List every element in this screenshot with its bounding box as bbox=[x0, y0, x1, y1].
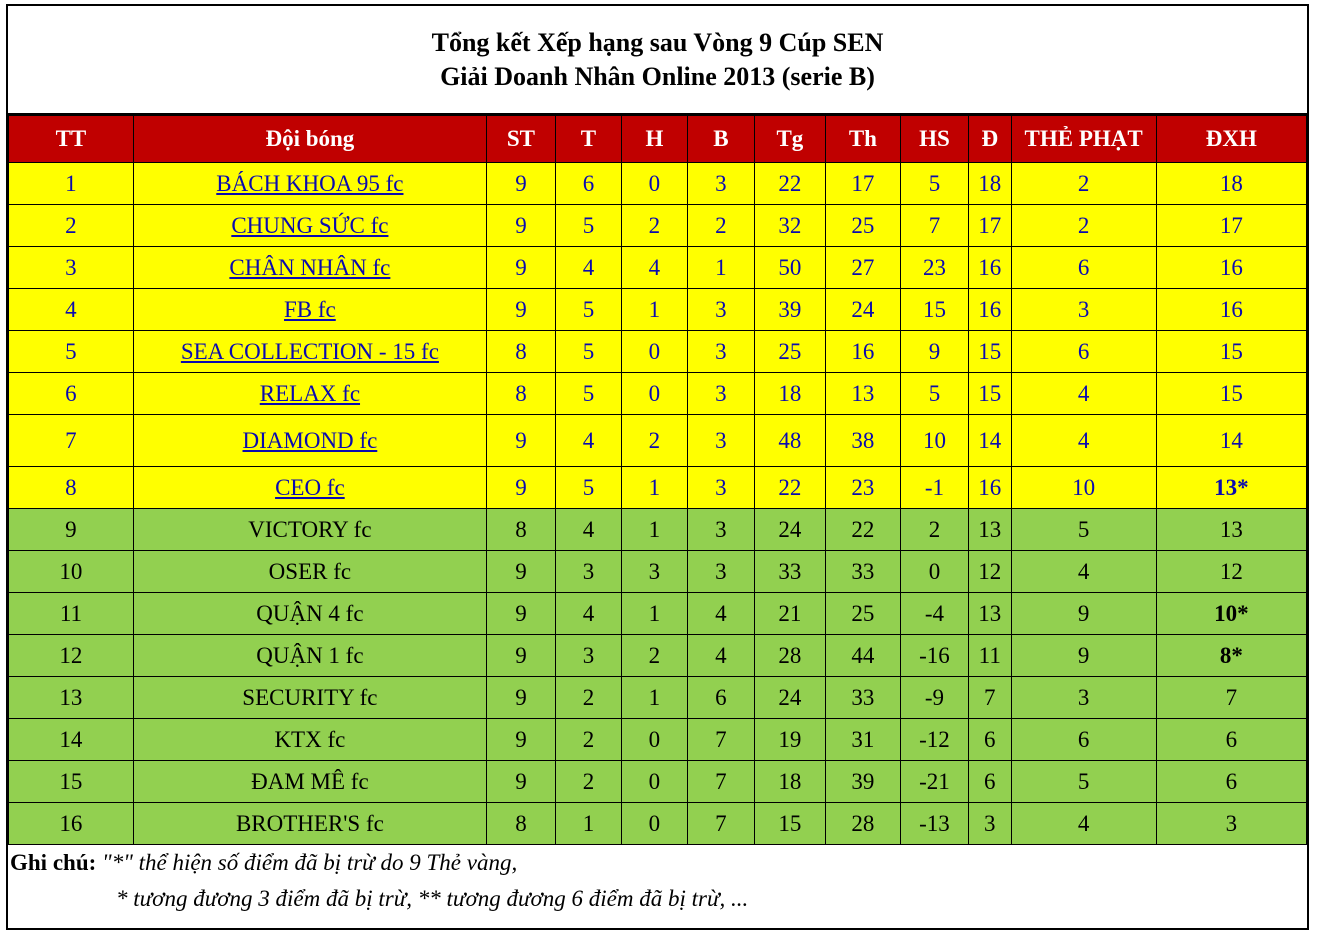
cell-tt: 8 bbox=[9, 467, 134, 509]
cell-team: SEA COLLECTION - 15 fc bbox=[133, 331, 486, 373]
cell-team: RELAX fc bbox=[133, 373, 486, 415]
cell-team: CHUNG SỨC fc bbox=[133, 205, 486, 247]
cell-th: 39 bbox=[825, 761, 900, 803]
cell-team: SECURITY fc bbox=[133, 677, 486, 719]
cell-team: VICTORY fc bbox=[133, 509, 486, 551]
standings-sheet bbox=[6, 4, 1309, 930]
table-row bbox=[9, 373, 1307, 415]
cell-hs: 2 bbox=[900, 509, 968, 551]
cell-hs: 10 bbox=[900, 415, 968, 467]
cell-th: 24 bbox=[825, 289, 900, 331]
note-text-2: * tương đương 3 điểm đã bị trừ, ** tương đương 6 điểm đã bị trừ, ... bbox=[116, 886, 749, 911]
cell-dxh: 13* bbox=[1156, 467, 1306, 509]
cell-tg: 24 bbox=[754, 677, 825, 719]
cell-hs: 9 bbox=[900, 331, 968, 373]
title-block bbox=[8, 6, 1307, 115]
cell-t: 6 bbox=[555, 163, 621, 205]
cell-hs: 0 bbox=[900, 551, 968, 593]
cell-t: 5 bbox=[555, 331, 621, 373]
cell-the-phat: 6 bbox=[1011, 247, 1156, 289]
cell-b: 4 bbox=[687, 593, 754, 635]
cell-dxh: 17 bbox=[1156, 205, 1306, 247]
cell-b: 6 bbox=[687, 677, 754, 719]
cell-team: BÁCH KHOA 95 fc bbox=[133, 163, 486, 205]
col-the-phat: THẺ PHẠT bbox=[1011, 116, 1156, 163]
cell-st: 9 bbox=[486, 761, 555, 803]
cell-tg: 32 bbox=[754, 205, 825, 247]
cell-th: 33 bbox=[825, 677, 900, 719]
cell-st: 9 bbox=[486, 415, 555, 467]
cell-team: QUẬN 4 fc bbox=[133, 593, 486, 635]
cell-b: 3 bbox=[687, 467, 754, 509]
cell-tt: 10 bbox=[9, 551, 134, 593]
cell-the-phat: 5 bbox=[1011, 761, 1156, 803]
cell-h: 4 bbox=[621, 247, 687, 289]
cell-hs: -16 bbox=[900, 635, 968, 677]
cell-d: 16 bbox=[968, 247, 1011, 289]
cell-d: 16 bbox=[968, 467, 1011, 509]
cell-the-phat: 9 bbox=[1011, 635, 1156, 677]
standings-body bbox=[9, 163, 1307, 845]
cell-dxh: 12 bbox=[1156, 551, 1306, 593]
cell-h: 2 bbox=[621, 415, 687, 467]
cell-th: 31 bbox=[825, 719, 900, 761]
cell-b: 3 bbox=[687, 163, 754, 205]
cell-dxh: 8* bbox=[1156, 635, 1306, 677]
cell-st: 9 bbox=[486, 593, 555, 635]
cell-h: 1 bbox=[621, 677, 687, 719]
cell-t: 4 bbox=[555, 247, 621, 289]
cell-the-phat: 4 bbox=[1011, 373, 1156, 415]
cell-tt: 2 bbox=[9, 205, 134, 247]
cell-th: 28 bbox=[825, 803, 900, 845]
cell-st: 9 bbox=[486, 677, 555, 719]
cell-tt: 7 bbox=[9, 415, 134, 467]
cell-tt: 6 bbox=[9, 373, 134, 415]
col-tt: TT bbox=[9, 116, 134, 163]
table-row bbox=[9, 509, 1307, 551]
cell-d: 12 bbox=[968, 551, 1011, 593]
cell-d: 11 bbox=[968, 635, 1011, 677]
cell-t: 5 bbox=[555, 467, 621, 509]
cell-b: 7 bbox=[687, 803, 754, 845]
cell-st: 8 bbox=[486, 509, 555, 551]
cell-team: OSER fc bbox=[133, 551, 486, 593]
cell-team: CEO fc bbox=[133, 467, 486, 509]
cell-st: 8 bbox=[486, 331, 555, 373]
cell-tg: 48 bbox=[754, 415, 825, 467]
cell-tt: 11 bbox=[9, 593, 134, 635]
cell-the-phat: 2 bbox=[1011, 205, 1156, 247]
cell-d: 3 bbox=[968, 803, 1011, 845]
cell-h: 1 bbox=[621, 509, 687, 551]
table-row bbox=[9, 593, 1307, 635]
cell-dxh: 6 bbox=[1156, 761, 1306, 803]
header-row bbox=[9, 116, 1307, 163]
cell-hs: -21 bbox=[900, 761, 968, 803]
cell-t: 3 bbox=[555, 635, 621, 677]
table-row bbox=[9, 163, 1307, 205]
cell-t: 5 bbox=[555, 205, 621, 247]
cell-st: 9 bbox=[486, 635, 555, 677]
cell-th: 25 bbox=[825, 205, 900, 247]
cell-dxh: 3 bbox=[1156, 803, 1306, 845]
cell-t: 2 bbox=[555, 719, 621, 761]
cell-st: 9 bbox=[486, 163, 555, 205]
cell-dxh: 18 bbox=[1156, 163, 1306, 205]
cell-d: 17 bbox=[968, 205, 1011, 247]
cell-t: 4 bbox=[555, 593, 621, 635]
cell-tg: 18 bbox=[754, 761, 825, 803]
cell-the-phat: 5 bbox=[1011, 509, 1156, 551]
cell-team: QUẬN 1 fc bbox=[133, 635, 486, 677]
cell-tg: 28 bbox=[754, 635, 825, 677]
cell-dxh: 14 bbox=[1156, 415, 1306, 467]
cell-tt: 5 bbox=[9, 331, 134, 373]
cell-b: 1 bbox=[687, 247, 754, 289]
table-row bbox=[9, 635, 1307, 677]
cell-h: 0 bbox=[621, 719, 687, 761]
cell-d: 16 bbox=[968, 289, 1011, 331]
cell-b: 3 bbox=[687, 551, 754, 593]
cell-tg: 50 bbox=[754, 247, 825, 289]
cell-tg: 21 bbox=[754, 593, 825, 635]
cell-h: 0 bbox=[621, 761, 687, 803]
cell-tg: 19 bbox=[754, 719, 825, 761]
cell-b: 2 bbox=[687, 205, 754, 247]
cell-hs: 15 bbox=[900, 289, 968, 331]
cell-hs: 23 bbox=[900, 247, 968, 289]
table-row bbox=[9, 719, 1307, 761]
cell-tg: 18 bbox=[754, 373, 825, 415]
cell-dxh: 13 bbox=[1156, 509, 1306, 551]
cell-tg: 24 bbox=[754, 509, 825, 551]
cell-hs: -1 bbox=[900, 467, 968, 509]
cell-d: 14 bbox=[968, 415, 1011, 467]
table-row bbox=[9, 415, 1307, 467]
cell-b: 3 bbox=[687, 373, 754, 415]
cell-t: 5 bbox=[555, 289, 621, 331]
cell-team: DIAMOND fc bbox=[133, 415, 486, 467]
cell-tt: 15 bbox=[9, 761, 134, 803]
cell-tt: 3 bbox=[9, 247, 134, 289]
cell-h: 0 bbox=[621, 803, 687, 845]
notes bbox=[8, 845, 1307, 917]
cell-d: 6 bbox=[968, 719, 1011, 761]
col-th: Th bbox=[825, 116, 900, 163]
cell-t: 5 bbox=[555, 373, 621, 415]
cell-dxh: 16 bbox=[1156, 289, 1306, 331]
cell-team: KTX fc bbox=[133, 719, 486, 761]
cell-hs: -9 bbox=[900, 677, 968, 719]
note-line-1 bbox=[10, 845, 1307, 881]
cell-team: CHÂN NHÂN fc bbox=[133, 247, 486, 289]
cell-tt: 9 bbox=[9, 509, 134, 551]
cell-t: 1 bbox=[555, 803, 621, 845]
cell-d: 13 bbox=[968, 593, 1011, 635]
cell-dxh: 16 bbox=[1156, 247, 1306, 289]
col-b: B bbox=[687, 116, 754, 163]
col-h: H bbox=[621, 116, 687, 163]
note-label: Ghi chú: bbox=[10, 850, 97, 875]
cell-hs: -4 bbox=[900, 593, 968, 635]
cell-d: 6 bbox=[968, 761, 1011, 803]
cell-h: 0 bbox=[621, 331, 687, 373]
cell-th: 13 bbox=[825, 373, 900, 415]
cell-t: 4 bbox=[555, 509, 621, 551]
note-line-2 bbox=[10, 881, 1307, 917]
cell-team: BROTHER'S fc bbox=[133, 803, 486, 845]
cell-th: 27 bbox=[825, 247, 900, 289]
cell-h: 1 bbox=[621, 289, 687, 331]
cell-the-phat: 10 bbox=[1011, 467, 1156, 509]
col-tg: Tg bbox=[754, 116, 825, 163]
cell-tg: 25 bbox=[754, 331, 825, 373]
cell-h: 2 bbox=[621, 635, 687, 677]
cell-dxh: 15 bbox=[1156, 331, 1306, 373]
cell-the-phat: 9 bbox=[1011, 593, 1156, 635]
col-d: Đ bbox=[968, 116, 1011, 163]
cell-the-phat: 4 bbox=[1011, 551, 1156, 593]
table-row bbox=[9, 205, 1307, 247]
cell-the-phat: 4 bbox=[1011, 803, 1156, 845]
cell-tg: 33 bbox=[754, 551, 825, 593]
cell-tt: 12 bbox=[9, 635, 134, 677]
cell-dxh: 15 bbox=[1156, 373, 1306, 415]
col-st: ST bbox=[486, 116, 555, 163]
cell-tg: 22 bbox=[754, 467, 825, 509]
note-text-1: "*" thể hiện số điểm đã bị trừ do 9 Thẻ vàng, bbox=[102, 850, 518, 875]
cell-h: 3 bbox=[621, 551, 687, 593]
cell-hs: -12 bbox=[900, 719, 968, 761]
cell-dxh: 10* bbox=[1156, 593, 1306, 635]
cell-st: 9 bbox=[486, 551, 555, 593]
cell-the-phat: 6 bbox=[1011, 331, 1156, 373]
col-dxh: ĐXH bbox=[1156, 116, 1306, 163]
title-line-2: Giải Doanh Nhân Online 2013 (serie B) bbox=[440, 61, 875, 91]
cell-st: 8 bbox=[486, 803, 555, 845]
cell-the-phat: 2 bbox=[1011, 163, 1156, 205]
cell-team: ĐAM MÊ fc bbox=[133, 761, 486, 803]
table-row bbox=[9, 803, 1307, 845]
cell-st: 8 bbox=[486, 373, 555, 415]
col-hs: HS bbox=[900, 116, 968, 163]
cell-t: 3 bbox=[555, 551, 621, 593]
cell-d: 15 bbox=[968, 331, 1011, 373]
cell-tt: 1 bbox=[9, 163, 134, 205]
cell-st: 9 bbox=[486, 289, 555, 331]
cell-hs: 5 bbox=[900, 373, 968, 415]
cell-th: 17 bbox=[825, 163, 900, 205]
cell-d: 15 bbox=[968, 373, 1011, 415]
cell-team: FB fc bbox=[133, 289, 486, 331]
cell-th: 23 bbox=[825, 467, 900, 509]
cell-tt: 16 bbox=[9, 803, 134, 845]
cell-th: 33 bbox=[825, 551, 900, 593]
cell-b: 7 bbox=[687, 719, 754, 761]
cell-t: 2 bbox=[555, 677, 621, 719]
table-row bbox=[9, 289, 1307, 331]
cell-the-phat: 3 bbox=[1011, 677, 1156, 719]
cell-th: 38 bbox=[825, 415, 900, 467]
cell-d: 7 bbox=[968, 677, 1011, 719]
table-row bbox=[9, 677, 1307, 719]
cell-hs: 5 bbox=[900, 163, 968, 205]
cell-h: 1 bbox=[621, 593, 687, 635]
cell-the-phat: 3 bbox=[1011, 289, 1156, 331]
cell-b: 3 bbox=[687, 509, 754, 551]
cell-th: 16 bbox=[825, 331, 900, 373]
col-team: Đội bóng bbox=[133, 116, 486, 163]
cell-b: 3 bbox=[687, 415, 754, 467]
cell-d: 13 bbox=[968, 509, 1011, 551]
cell-st: 9 bbox=[486, 467, 555, 509]
cell-tg: 15 bbox=[754, 803, 825, 845]
cell-tt: 13 bbox=[9, 677, 134, 719]
cell-d: 18 bbox=[968, 163, 1011, 205]
cell-dxh: 6 bbox=[1156, 719, 1306, 761]
cell-t: 2 bbox=[555, 761, 621, 803]
table-row bbox=[9, 247, 1307, 289]
col-t: T bbox=[555, 116, 621, 163]
table-row bbox=[9, 331, 1307, 373]
cell-tg: 39 bbox=[754, 289, 825, 331]
cell-b: 7 bbox=[687, 761, 754, 803]
cell-h: 0 bbox=[621, 163, 687, 205]
standings-table bbox=[8, 115, 1307, 845]
cell-b: 3 bbox=[687, 289, 754, 331]
cell-st: 9 bbox=[486, 247, 555, 289]
cell-the-phat: 4 bbox=[1011, 415, 1156, 467]
cell-h: 0 bbox=[621, 373, 687, 415]
cell-th: 25 bbox=[825, 593, 900, 635]
table-row bbox=[9, 467, 1307, 509]
cell-th: 44 bbox=[825, 635, 900, 677]
cell-tt: 14 bbox=[9, 719, 134, 761]
cell-b: 4 bbox=[687, 635, 754, 677]
cell-hs: 7 bbox=[900, 205, 968, 247]
cell-b: 3 bbox=[687, 331, 754, 373]
table-row bbox=[9, 761, 1307, 803]
cell-h: 2 bbox=[621, 205, 687, 247]
cell-tg: 22 bbox=[754, 163, 825, 205]
cell-t: 4 bbox=[555, 415, 621, 467]
table-row bbox=[9, 551, 1307, 593]
cell-st: 9 bbox=[486, 719, 555, 761]
cell-the-phat: 6 bbox=[1011, 719, 1156, 761]
cell-dxh: 7 bbox=[1156, 677, 1306, 719]
cell-hs: -13 bbox=[900, 803, 968, 845]
cell-th: 22 bbox=[825, 509, 900, 551]
title-line-1: Tổng kết Xếp hạng sau Vòng 9 Cúp SEN bbox=[431, 27, 884, 57]
cell-st: 9 bbox=[486, 205, 555, 247]
cell-tt: 4 bbox=[9, 289, 134, 331]
cell-h: 1 bbox=[621, 467, 687, 509]
